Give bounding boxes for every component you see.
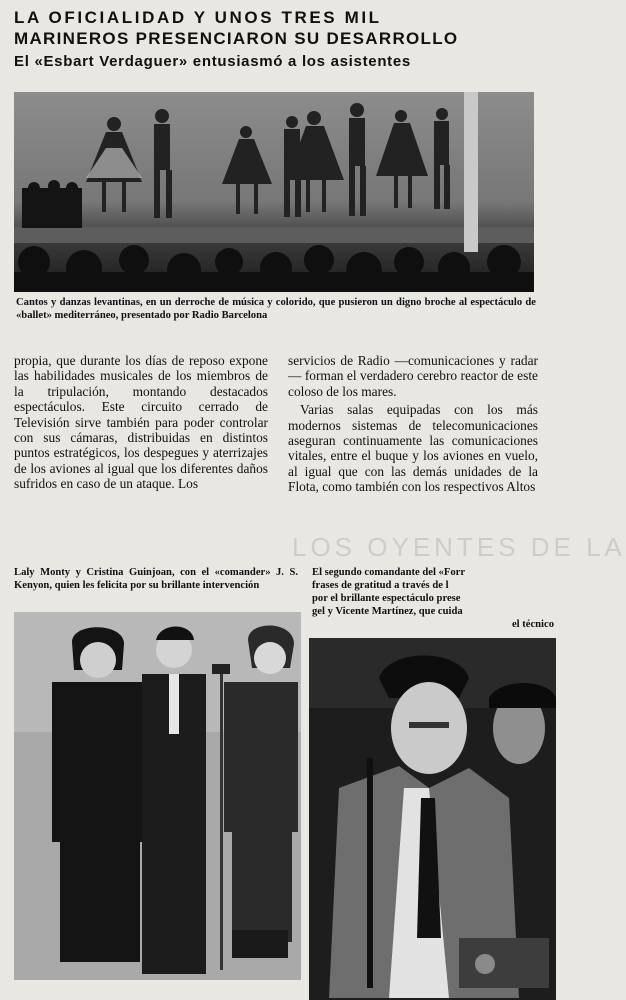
headline-line-1: LA OFICIALIDAD Y UNOS TRES MIL bbox=[14, 8, 382, 27]
caption-line: El segundo comandante del «Forr bbox=[312, 567, 466, 578]
caption-right-photo bbox=[312, 566, 556, 631]
caption-line: frases de gratitud a través de l bbox=[312, 580, 449, 591]
caption-line: el técnico bbox=[511, 619, 554, 630]
caption-top-photo: Cantos y danzas levantinas, en un derroche de música y colorido, que pusieron un digno broche al espectáculo de «ballet» mediterráneo, presentado por Radio Barcelona bbox=[16, 297, 536, 321]
body-paragraph: Varias salas equipadas con los más modernos sistemas de telecomunicaciones aseguran continuamente las comunicaciones vitales, entre el buque y los aviones en vuelo, al igual que con las demás unidades de la Flota, como también con los respectivos Altos bbox=[288, 402, 538, 495]
body-column-left: propia, que durante los días de reposo expone las habilidades musicales de los miembros de la tripulación, montando destacados espectáculos. Este circuito cerrado de Televisión sirve también para poder controlar con sus cámaras, distribuidas en distintos puntos estratégicos, los despegues y aterrizajes de los aviones al igual que los diferentes daños sufridos en caso de un ataque. Los bbox=[14, 353, 268, 492]
body-paragraph: servicios de Radio —comunicaciones y radar— forman el verdadero cerebro reactor de este coloso de los mares. bbox=[288, 353, 538, 399]
photo-singers-officer bbox=[14, 612, 301, 980]
photo-technicians bbox=[309, 638, 556, 1000]
subheadline: El «Esbart Verdaguer» entusiasmó a los asistentes bbox=[14, 53, 411, 70]
caption-line: por el brillante espectáculo prese bbox=[312, 593, 461, 604]
headline-line-2: MARINEROS PRESENCIARON SU DESARROLLO bbox=[14, 29, 459, 48]
bleed-through-text: LOS OYENTES DE LA bbox=[292, 532, 626, 562]
photo-dancers-stage bbox=[14, 92, 534, 292]
caption-line: gel y Vicente Martínez, que cuida bbox=[312, 606, 463, 617]
caption-left-photo: Laly Monty y Cristina Guinjoan, con el «comander» J. S. Kenyon, quien les felicita por su brillante intervención bbox=[14, 567, 298, 591]
body-column-right bbox=[288, 353, 538, 495]
